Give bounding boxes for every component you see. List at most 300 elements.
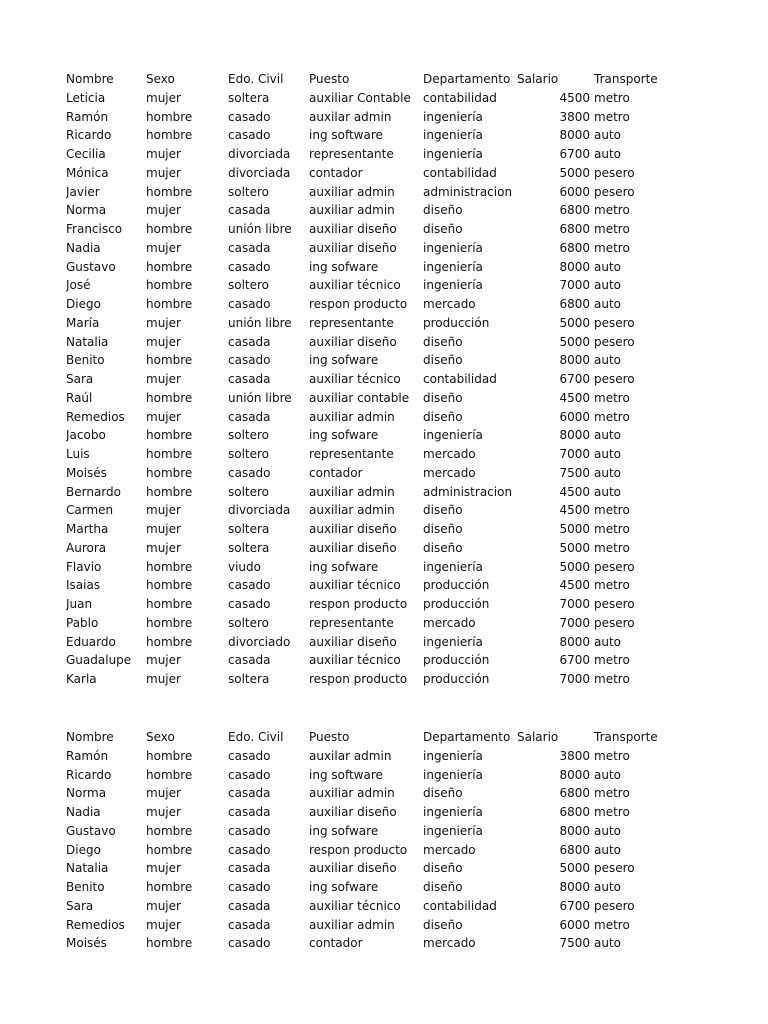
table-row	[66, 539, 666, 558]
cell-transporte: metro	[594, 109, 630, 124]
cell-puesto: ing sofware	[309, 823, 379, 838]
cell-salario: 5000	[559, 522, 590, 536]
cell-salario: 4500	[559, 390, 590, 405]
cell-salario: 5000	[559, 165, 590, 180]
cell-nombre: Mónica	[66, 165, 109, 180]
cell-nombre: Raúl	[66, 390, 93, 405]
cell-departamento: ingeniería	[423, 823, 483, 838]
cell-transporte: metro	[594, 917, 630, 932]
cell-nombre: Juan	[66, 597, 93, 611]
cell-puesto: contador	[309, 936, 363, 951]
cell-puesto: ing software	[309, 767, 383, 782]
cell-transporte: pesero	[594, 315, 635, 330]
table-row	[66, 220, 666, 239]
table-row	[66, 464, 666, 483]
column-header-edo-civil: Edo. Civil	[228, 72, 284, 86]
cell-edo-civil: casada	[228, 898, 271, 913]
cell-transporte: metro	[594, 203, 630, 218]
cell-transporte: auto	[594, 823, 622, 838]
cell-puesto: auxiliar técnico	[309, 278, 401, 293]
cell-puesto: respon producto	[309, 842, 408, 857]
cell-salario: 7000	[559, 615, 590, 630]
header-row	[66, 70, 666, 89]
table-row	[66, 670, 666, 689]
cell-puesto: ing software	[309, 128, 383, 143]
cell-puesto: respon producto	[309, 297, 408, 311]
cell-edo-civil: divorciado	[228, 634, 291, 649]
table-row	[66, 651, 666, 670]
cell-departamento: diseño	[423, 861, 463, 876]
cell-departamento: ingeniería	[423, 634, 483, 649]
cell-departamento: mercado	[423, 465, 476, 480]
cell-puesto: auxiliar diseño	[309, 634, 397, 649]
cell-salario: 6000	[559, 917, 590, 932]
cell-puesto: ing sofware	[309, 353, 379, 368]
table-row	[66, 766, 666, 785]
table-row	[66, 183, 666, 202]
cell-nombre: Gustavo	[66, 823, 116, 838]
cell-sexo: mujer	[146, 672, 181, 686]
cell-puesto: ing sofware	[309, 559, 379, 574]
table-row	[66, 445, 666, 464]
cell-salario: 5000	[559, 540, 590, 555]
cell-transporte: pesero	[594, 861, 635, 876]
cell-salario: 3800	[559, 109, 590, 124]
table-row	[66, 314, 666, 333]
cell-sexo: hombre	[146, 353, 193, 368]
cell-edo-civil: casada	[228, 334, 271, 349]
cell-puesto: representante	[309, 615, 394, 630]
cell-salario: 8000	[559, 823, 590, 838]
cell-departamento: ingeniería	[423, 767, 483, 782]
table-row	[66, 164, 666, 183]
cell-departamento: diseño	[423, 522, 463, 536]
cell-departamento: mercado	[423, 447, 476, 461]
cell-salario: 8000	[559, 634, 590, 649]
column-header-departamento: Departamento	[423, 730, 511, 744]
cell-puesto: auxiliar admin	[309, 917, 395, 932]
table-row	[66, 576, 666, 595]
cell-puesto: representante	[309, 147, 394, 161]
cell-transporte: auto	[594, 936, 622, 951]
column-header-nombre: Nombre	[66, 730, 114, 744]
cell-nombre: Carmen	[66, 503, 114, 518]
cell-puesto: auxiliar diseño	[309, 522, 397, 536]
cell-puesto: contador	[309, 165, 363, 180]
cell-transporte: pesero	[594, 898, 635, 913]
cell-transporte: auto	[594, 465, 622, 480]
cell-transporte: auto	[594, 447, 622, 461]
cell-nombre: Isaias	[66, 578, 101, 593]
cell-sexo: hombre	[146, 184, 193, 199]
cell-sexo: mujer	[146, 315, 181, 330]
cell-puesto: auxiliar contable	[309, 390, 410, 405]
table-row	[66, 916, 666, 935]
cell-sexo: hombre	[146, 842, 193, 857]
cell-salario: 8000	[559, 128, 590, 143]
table-row	[66, 351, 666, 370]
cell-salario: 6800	[559, 297, 590, 311]
cell-salario: 6800	[559, 222, 590, 236]
cell-departamento: mercado	[423, 842, 476, 857]
cell-nombre: Benito	[66, 880, 105, 894]
cell-salario: 4500	[559, 90, 590, 105]
cell-edo-civil: casada	[228, 861, 271, 876]
cell-edo-civil: soltero	[228, 615, 270, 630]
cell-departamento: mercado	[423, 615, 476, 630]
cell-edo-civil: casada	[228, 786, 271, 801]
cell-departamento: producción	[423, 653, 490, 668]
cell-transporte: metro	[594, 805, 630, 819]
cell-edo-civil: casado	[228, 353, 271, 368]
cell-nombre: Jacobo	[66, 428, 106, 443]
table-row	[66, 934, 666, 953]
cell-transporte: pesero	[594, 184, 635, 199]
cell-edo-civil: casado	[228, 259, 271, 274]
cell-departamento: ingeniería	[423, 128, 483, 143]
cell-salario: 5000	[559, 315, 590, 330]
cell-puesto: ing sofware	[309, 880, 379, 894]
cell-salario: 6800	[559, 240, 590, 255]
table-row	[66, 859, 666, 878]
cell-edo-civil: soltero	[228, 278, 270, 293]
cell-departamento: producción	[423, 315, 490, 330]
cell-puesto: ing sofware	[309, 259, 379, 274]
cell-sexo: hombre	[146, 222, 193, 236]
cell-sexo: hombre	[146, 297, 193, 311]
table-row	[66, 822, 666, 841]
cell-puesto: auxiliar diseño	[309, 334, 397, 349]
cell-transporte: auto	[594, 128, 622, 143]
cell-salario: 6700	[559, 898, 590, 913]
cell-sexo: mujer	[146, 372, 181, 386]
cell-edo-civil: divorciada	[228, 503, 291, 518]
cell-salario: 7500	[559, 465, 590, 480]
cell-edo-civil: casada	[228, 409, 271, 424]
table-row	[66, 520, 666, 539]
cell-salario: 7000	[559, 447, 590, 461]
table-row	[66, 89, 666, 108]
cell-departamento: diseño	[423, 222, 463, 236]
cell-puesto: auxiliar admin	[309, 203, 395, 218]
cell-edo-civil: casado	[228, 465, 271, 480]
cell-sexo: hombre	[146, 109, 193, 124]
table-row	[66, 258, 666, 277]
table-row	[66, 841, 666, 860]
cell-transporte: metro	[594, 222, 630, 236]
cell-salario: 8000	[559, 259, 590, 274]
column-header-transporte: Transporte	[594, 72, 658, 86]
cell-departamento: ingeniería	[423, 278, 483, 293]
cell-departamento: administracion	[423, 484, 513, 499]
table-row	[66, 501, 666, 520]
table-row	[66, 426, 666, 445]
cell-sexo: hombre	[146, 767, 193, 782]
cell-edo-civil: soltera	[228, 90, 270, 105]
cell-nombre: Bernardo	[66, 484, 121, 499]
cell-edo-civil: casada	[228, 240, 271, 255]
cell-departamento: ingeniería	[423, 109, 483, 124]
cell-puesto: auxiliar diseño	[309, 240, 397, 255]
cell-transporte: metro	[594, 503, 630, 518]
cell-puesto: auxiliar diseño	[309, 222, 397, 236]
cell-sexo: hombre	[146, 447, 193, 461]
cell-transporte: auto	[594, 278, 622, 293]
table-row	[66, 633, 666, 652]
cell-departamento: diseño	[423, 917, 463, 932]
table-row	[66, 145, 666, 164]
cell-puesto: auxiliar admin	[309, 409, 395, 424]
cell-nombre: Karla	[66, 672, 97, 686]
column-header-nombre: Nombre	[66, 72, 114, 86]
table-row	[66, 483, 666, 502]
cell-nombre: Flavio	[66, 559, 102, 574]
column-header-puesto: Puesto	[309, 730, 350, 744]
table-row	[66, 333, 666, 352]
cell-transporte: auto	[594, 767, 622, 782]
cell-edo-civil: casado	[228, 936, 271, 951]
cell-sexo: mujer	[146, 203, 181, 218]
cell-sexo: hombre	[146, 259, 193, 274]
cell-edo-civil: casada	[228, 203, 271, 218]
cell-departamento: diseño	[423, 880, 463, 894]
cell-salario: 6700	[559, 653, 590, 668]
cell-edo-civil: casado	[228, 880, 271, 894]
cell-nombre: Norma	[66, 786, 107, 801]
cell-sexo: mujer	[146, 805, 181, 819]
cell-sexo: hombre	[146, 748, 193, 763]
cell-transporte: auto	[594, 634, 622, 649]
cell-sexo: mujer	[146, 861, 181, 876]
table-row	[66, 370, 666, 389]
cell-nombre: Aurora	[66, 540, 107, 555]
cell-nombre: Pablo	[66, 615, 99, 630]
cell-puesto: auxiliar diseño	[309, 540, 397, 555]
cell-nombre: Eduardo	[66, 634, 116, 649]
cell-transporte: metro	[594, 240, 630, 255]
cell-puesto: representante	[309, 447, 394, 461]
column-header-edo-civil: Edo. Civil	[228, 730, 284, 744]
cell-departamento: mercado	[423, 936, 476, 951]
cell-sexo: mujer	[146, 786, 181, 801]
cell-nombre: Moisés	[66, 465, 107, 480]
cell-sexo: hombre	[146, 936, 193, 951]
cell-nombre: Nadia	[66, 240, 101, 255]
cell-salario: 8000	[559, 428, 590, 443]
cell-sexo: mujer	[146, 90, 181, 105]
column-header-departamento: Departamento	[423, 72, 511, 86]
employee-table-2	[66, 728, 666, 953]
cell-puesto: contador	[309, 465, 363, 480]
cell-transporte: metro	[594, 540, 630, 555]
cell-salario: 6800	[559, 805, 590, 819]
cell-departamento: contabilidad	[423, 90, 497, 105]
cell-departamento: diseño	[423, 540, 463, 555]
cell-departamento: ingeniería	[423, 259, 483, 274]
cell-salario: 7000	[559, 278, 590, 293]
cell-salario: 8000	[559, 767, 590, 782]
cell-puesto: representante	[309, 315, 394, 330]
cell-departamento: ingeniería	[423, 748, 483, 763]
table-row	[66, 878, 666, 897]
cell-edo-civil: soltero	[228, 484, 270, 499]
cell-departamento: diseño	[423, 203, 463, 218]
cell-transporte: pesero	[594, 615, 635, 630]
table-row	[66, 897, 666, 916]
table-row	[66, 295, 666, 314]
cell-salario: 4500	[559, 578, 590, 593]
cell-puesto: auxiliar técnico	[309, 898, 401, 913]
cell-nombre: Remedios	[66, 409, 125, 424]
header-row	[66, 728, 666, 747]
cell-transporte: metro	[594, 786, 630, 801]
column-header-sexo: Sexo	[146, 72, 175, 86]
cell-departamento: diseño	[423, 390, 463, 405]
cell-puesto: auxiliar técnico	[309, 653, 401, 668]
cell-edo-civil: casado	[228, 767, 271, 782]
cell-sexo: mujer	[146, 540, 181, 555]
cell-edo-civil: soltera	[228, 540, 270, 555]
cell-departamento: producción	[423, 597, 490, 611]
cell-salario: 5000	[559, 334, 590, 349]
cell-departamento: diseño	[423, 334, 463, 349]
cell-departamento: administracion	[423, 184, 513, 199]
cell-sexo: hombre	[146, 128, 193, 143]
table-row	[66, 389, 666, 408]
cell-transporte: metro	[594, 672, 630, 686]
cell-departamento: ingeniería	[423, 559, 483, 574]
table-row	[66, 408, 666, 427]
cell-salario: 6000	[559, 184, 590, 199]
cell-sexo: hombre	[146, 559, 193, 574]
cell-sexo: hombre	[146, 428, 193, 443]
cell-transporte: metro	[594, 578, 630, 593]
cell-nombre: Ricardo	[66, 767, 112, 782]
cell-salario: 6700	[559, 147, 590, 161]
cell-salario: 6700	[559, 372, 590, 386]
cell-salario: 5000	[559, 559, 590, 574]
cell-transporte: pesero	[594, 372, 635, 386]
table-row	[66, 126, 666, 145]
cell-edo-civil: soltera	[228, 522, 270, 536]
cell-edo-civil: soltero	[228, 447, 270, 461]
cell-salario: 4500	[559, 484, 590, 499]
cell-transporte: auto	[594, 297, 622, 311]
cell-transporte: auto	[594, 484, 622, 499]
cell-sexo: mujer	[146, 503, 181, 518]
cell-puesto: respon producto	[309, 672, 408, 686]
cell-nombre: Sara	[66, 898, 94, 913]
cell-salario: 8000	[559, 353, 590, 368]
cell-departamento: diseño	[423, 786, 463, 801]
table-row	[66, 614, 666, 633]
cell-puesto: respon producto	[309, 597, 408, 611]
cell-salario: 6800	[559, 786, 590, 801]
cell-sexo: hombre	[146, 880, 193, 894]
cell-nombre: Guadalupe	[66, 653, 132, 668]
cell-puesto: auxiliar técnico	[309, 578, 401, 593]
cell-puesto: auxiliar admin	[309, 503, 395, 518]
cell-nombre: Cecilia	[66, 147, 106, 161]
cell-salario: 6800	[559, 203, 590, 218]
cell-nombre: Nadia	[66, 805, 101, 819]
cell-nombre: Diego	[66, 842, 101, 857]
cell-transporte: pesero	[594, 559, 635, 574]
cell-sexo: mujer	[146, 334, 181, 349]
cell-puesto: ing sofware	[309, 428, 379, 443]
cell-sexo: hombre	[146, 597, 193, 611]
column-header-salario: Salario	[517, 730, 559, 744]
cell-transporte: auto	[594, 353, 622, 368]
cell-nombre: José	[66, 278, 91, 293]
cell-edo-civil: casada	[228, 917, 271, 932]
cell-sexo: mujer	[146, 147, 181, 161]
cell-edo-civil: casado	[228, 597, 271, 611]
cell-departamento: contabilidad	[423, 165, 497, 180]
cell-departamento: diseño	[423, 353, 463, 368]
cell-nombre: Diego	[66, 297, 101, 311]
cell-departamento: diseño	[423, 409, 463, 424]
cell-departamento: ingeniería	[423, 428, 483, 443]
cell-edo-civil: casada	[228, 372, 271, 386]
cell-edo-civil: casado	[228, 128, 271, 143]
cell-nombre: Sara	[66, 372, 94, 386]
cell-nombre: Ramón	[66, 748, 109, 763]
table-row	[66, 558, 666, 577]
cell-sexo: hombre	[146, 465, 193, 480]
cell-nombre: Moisés	[66, 936, 107, 951]
cell-nombre: Francisco	[66, 222, 123, 236]
table-row	[66, 784, 666, 803]
cell-puesto: auxiliar técnico	[309, 372, 401, 386]
cell-departamento: producción	[423, 578, 490, 593]
cell-nombre: Gustavo	[66, 259, 116, 274]
cell-sexo: hombre	[146, 390, 193, 405]
cell-edo-civil: casada	[228, 805, 271, 819]
cell-puesto: auxiliar admin	[309, 786, 395, 801]
table-row	[66, 276, 666, 295]
cell-salario: 5000	[559, 861, 590, 876]
cell-sexo: mujer	[146, 240, 181, 255]
cell-transporte: auto	[594, 842, 622, 857]
cell-edo-civil: unión libre	[228, 315, 292, 330]
column-header-puesto: Puesto	[309, 72, 350, 86]
cell-transporte: metro	[594, 653, 630, 668]
cell-transporte: pesero	[594, 334, 635, 349]
cell-sexo: mujer	[146, 898, 181, 913]
cell-puesto: auxilar admin	[309, 109, 392, 124]
cell-transporte: metro	[594, 522, 630, 536]
cell-nombre: Natalia	[66, 861, 109, 876]
cell-transporte: pesero	[594, 597, 635, 611]
cell-departamento: contabilidad	[423, 898, 497, 913]
cell-salario: 4500	[559, 503, 590, 518]
cell-sexo: mujer	[146, 165, 181, 180]
cell-nombre: Natalia	[66, 334, 109, 349]
cell-puesto: auxiliar diseño	[309, 805, 397, 819]
cell-transporte: metro	[594, 748, 630, 763]
cell-edo-civil: soltero	[228, 428, 270, 443]
cell-edo-civil: casado	[228, 823, 271, 838]
cell-transporte: auto	[594, 880, 622, 894]
cell-edo-civil: casado	[228, 109, 271, 124]
employee-table-1	[66, 70, 666, 689]
cell-sexo: mujer	[146, 409, 181, 424]
cell-transporte: metro	[594, 90, 630, 105]
cell-transporte: metro	[594, 390, 630, 405]
cell-departamento: ingeniería	[423, 240, 483, 255]
table-row	[66, 239, 666, 258]
